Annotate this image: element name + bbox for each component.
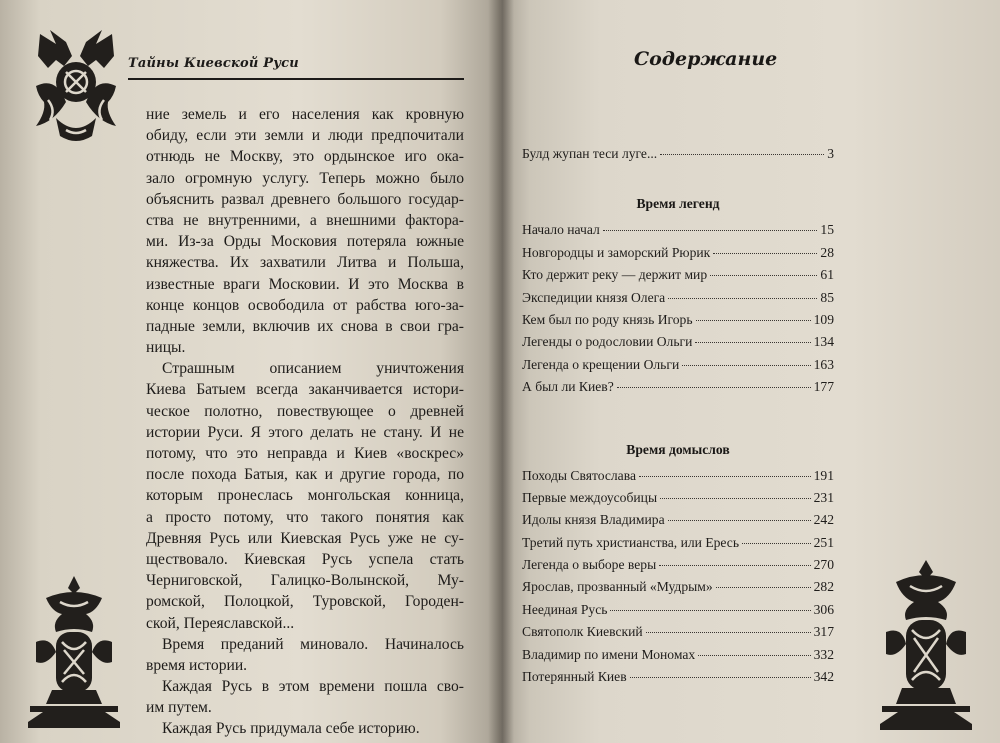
- toc-section-heading: Время домыслов: [626, 441, 730, 457]
- toc-entry-title: Экспедиции князя Олега: [522, 289, 666, 305]
- gutter-shadow: [488, 0, 514, 743]
- toc-entry: [522, 490, 834, 512]
- toc-entry-page: 134: [813, 334, 834, 350]
- toc-dot-leader: [710, 275, 817, 276]
- table-of-contents: [522, 146, 834, 691]
- toc-entry: [522, 334, 834, 356]
- toc-entry: [522, 557, 834, 579]
- body-text: [146, 104, 464, 740]
- body-line: ческое полотно, повествующее о древней: [146, 402, 464, 420]
- toc-entry-page: 332: [813, 646, 834, 662]
- body-line: Страшным описанием уничтожения: [162, 360, 464, 378]
- body-line: ми. Из-за Орды Московия потеряла южные: [146, 233, 464, 251]
- toc-entry: [522, 222, 834, 244]
- toc-entry: [522, 267, 834, 289]
- body-line: конце концов освободила от рабства юго-за-: [146, 296, 464, 314]
- toc-dot-leader: [668, 520, 811, 521]
- body-line: ства не внутренними, а внешними фактора-: [146, 211, 464, 229]
- toc-entry: [522, 579, 834, 601]
- body-line: ромской, Полоцкой, Туровской, Городен-: [146, 593, 464, 611]
- body-line: время истории.: [146, 656, 248, 674]
- toc-entry: [522, 624, 834, 646]
- body-line: ществовало. Киевская Русь успела стать: [146, 550, 464, 568]
- body-line: которым пронеслась монгольская конница,: [146, 487, 464, 505]
- body-line: зало огромную услугу. Теперь можно было: [146, 169, 464, 187]
- toc-entry-title: Владимир по имени Мономах: [522, 646, 696, 662]
- toc-dot-leader: [696, 320, 811, 321]
- toc-entry-title: Кто держит реку — держит мир: [522, 267, 708, 283]
- body-line: после похода Батыя, как и другие города, по: [146, 466, 464, 484]
- running-head: [128, 56, 464, 71]
- toc-entry: [522, 647, 834, 669]
- toc-dot-leader: [660, 154, 824, 155]
- body-line: Черниговской, Галицко-Волынской, Му-: [146, 572, 464, 590]
- toc-dot-leader: [698, 655, 810, 656]
- toc-dot-leader: [742, 543, 811, 544]
- toc-entry: [522, 602, 834, 624]
- toc-entry-page: 177: [813, 379, 834, 395]
- toc-entry-page: 28: [820, 244, 834, 260]
- toc-entry-title: Ярослав, прозванный «Мудрым»: [522, 579, 713, 595]
- toc-entry: [522, 357, 834, 379]
- toc-entry-title: Идолы князя Владимира: [522, 512, 665, 528]
- body-line: ние земель и его населения как кровную: [146, 106, 464, 123]
- toc-entry-page: 163: [813, 356, 834, 372]
- toc-entry-title: Булд жупан теси луге...: [522, 146, 658, 161]
- toc-entry-page: 3: [827, 146, 834, 161]
- toc-entry-page: 282: [813, 579, 834, 595]
- toc-dot-leader: [713, 253, 817, 254]
- toc-entry-title: Первые междоусобицы: [522, 489, 658, 505]
- toc-dot-leader: [695, 342, 810, 343]
- toc-entry-page: 61: [820, 267, 834, 283]
- toc-entry-title: Третий путь христианства, или Ересь: [522, 534, 740, 550]
- toc-entry-page: 251: [813, 534, 834, 550]
- toc-entry: [522, 290, 834, 312]
- body-line: Каждая Русь в этом времени пошла сво-: [162, 678, 464, 696]
- toc-entry: [522, 535, 834, 557]
- toc-entry: [522, 245, 834, 267]
- toc-entry-page: 85: [820, 289, 834, 305]
- toc-entry-title: Легенды о родословии Ольги: [522, 334, 693, 350]
- toc-entry-page: 15: [820, 222, 834, 238]
- toc-entry-title: Начало начал: [522, 222, 600, 238]
- toc-entry: [522, 669, 834, 691]
- body-line: Киева Батыем всегда заканчивается истори-: [146, 381, 464, 399]
- body-line: потому, что это неправда и Киев «воскрес»: [146, 445, 464, 462]
- body-line: им путем.: [146, 699, 212, 717]
- toc-entry: [522, 468, 834, 490]
- body-line: отнюдь не Москву, это ордынское иго ока-: [146, 148, 464, 166]
- toc-entry: [522, 379, 834, 401]
- toc-entry-page: 231: [813, 489, 834, 505]
- body-line: Время преданий миновало. Начиналось: [162, 635, 464, 653]
- toc-section-heading: Время легенд: [636, 196, 720, 212]
- toc-entry-title: Походы Святослава: [522, 467, 636, 483]
- body-line: известные враги Московии. И это Москва в: [146, 275, 464, 293]
- body-line: объяснить развал древнего большого государ-: [146, 190, 464, 208]
- ornament-top-left-dragons-icon: [26, 26, 126, 146]
- toc-entry-page: 342: [813, 669, 834, 685]
- toc-entry-title: Неединая Русь: [522, 601, 608, 617]
- toc-dot-leader: [646, 632, 811, 633]
- toc-entry-page: 191: [813, 467, 834, 483]
- toc-entry-title: Святополк Киевский: [522, 624, 643, 640]
- toc-entry: [522, 512, 834, 534]
- toc-dot-leader: [603, 230, 818, 231]
- toc-entry: [522, 146, 834, 168]
- toc-entry-title: А был ли Киев?: [522, 379, 614, 395]
- toc-entry-title: Потерянный Киев: [522, 669, 627, 685]
- toc-dot-leader: [716, 587, 811, 588]
- toc-dot-leader: [639, 476, 811, 477]
- ornament-bottom-right-knot-icon: [878, 558, 974, 734]
- toc-dot-leader: [668, 298, 817, 299]
- body-line: а просто потому, что такого понятия как: [146, 508, 464, 526]
- body-line: Каждая Русь придумала себе историю.: [162, 720, 420, 738]
- body-line: истории Руси. Я этого делать не стану. И не: [146, 423, 464, 441]
- body-line: ской, Переяславской...: [146, 614, 295, 632]
- toc-entry-page: 242: [813, 512, 834, 528]
- toc-entry-title: Кем был по роду князь Игорь: [522, 311, 693, 327]
- toc-entry-title: Новгородцы и заморский Рюрик: [522, 244, 711, 260]
- toc-entry-title: Легенда о выборе веры: [522, 557, 657, 573]
- body-line: Древняя Русь или Киевская Русь уже не су-: [146, 529, 464, 547]
- toc-title: Содержание: [634, 48, 778, 70]
- ornament-bottom-left-knot-icon: [26, 572, 122, 732]
- running-title: Тайны Киевской Руси: [128, 56, 299, 71]
- body-line: падные земли, включив их снова в свои гра-: [146, 317, 464, 335]
- toc-dot-leader: [660, 498, 811, 499]
- toc-dot-leader: [659, 565, 810, 566]
- body-line: княжества. Их захватили Литва и Польша,: [146, 254, 464, 272]
- toc-entry-page: 317: [813, 624, 834, 640]
- toc-entry-page: 270: [813, 557, 834, 573]
- body-line: ницы.: [146, 339, 186, 357]
- toc-entry: [522, 312, 834, 334]
- toc-dot-leader: [610, 610, 810, 611]
- toc-dot-leader: [682, 365, 810, 366]
- running-rule: [128, 78, 464, 80]
- toc-entry-page: 306: [813, 601, 834, 617]
- toc-entry-page: 109: [813, 311, 834, 327]
- toc-entry-title: Легенда о крещении Ольги: [522, 356, 680, 372]
- body-line: обиду, если эти земли и люди предпочитали: [146, 127, 464, 145]
- toc-dot-leader: [630, 677, 811, 678]
- toc-dot-leader: [617, 387, 811, 388]
